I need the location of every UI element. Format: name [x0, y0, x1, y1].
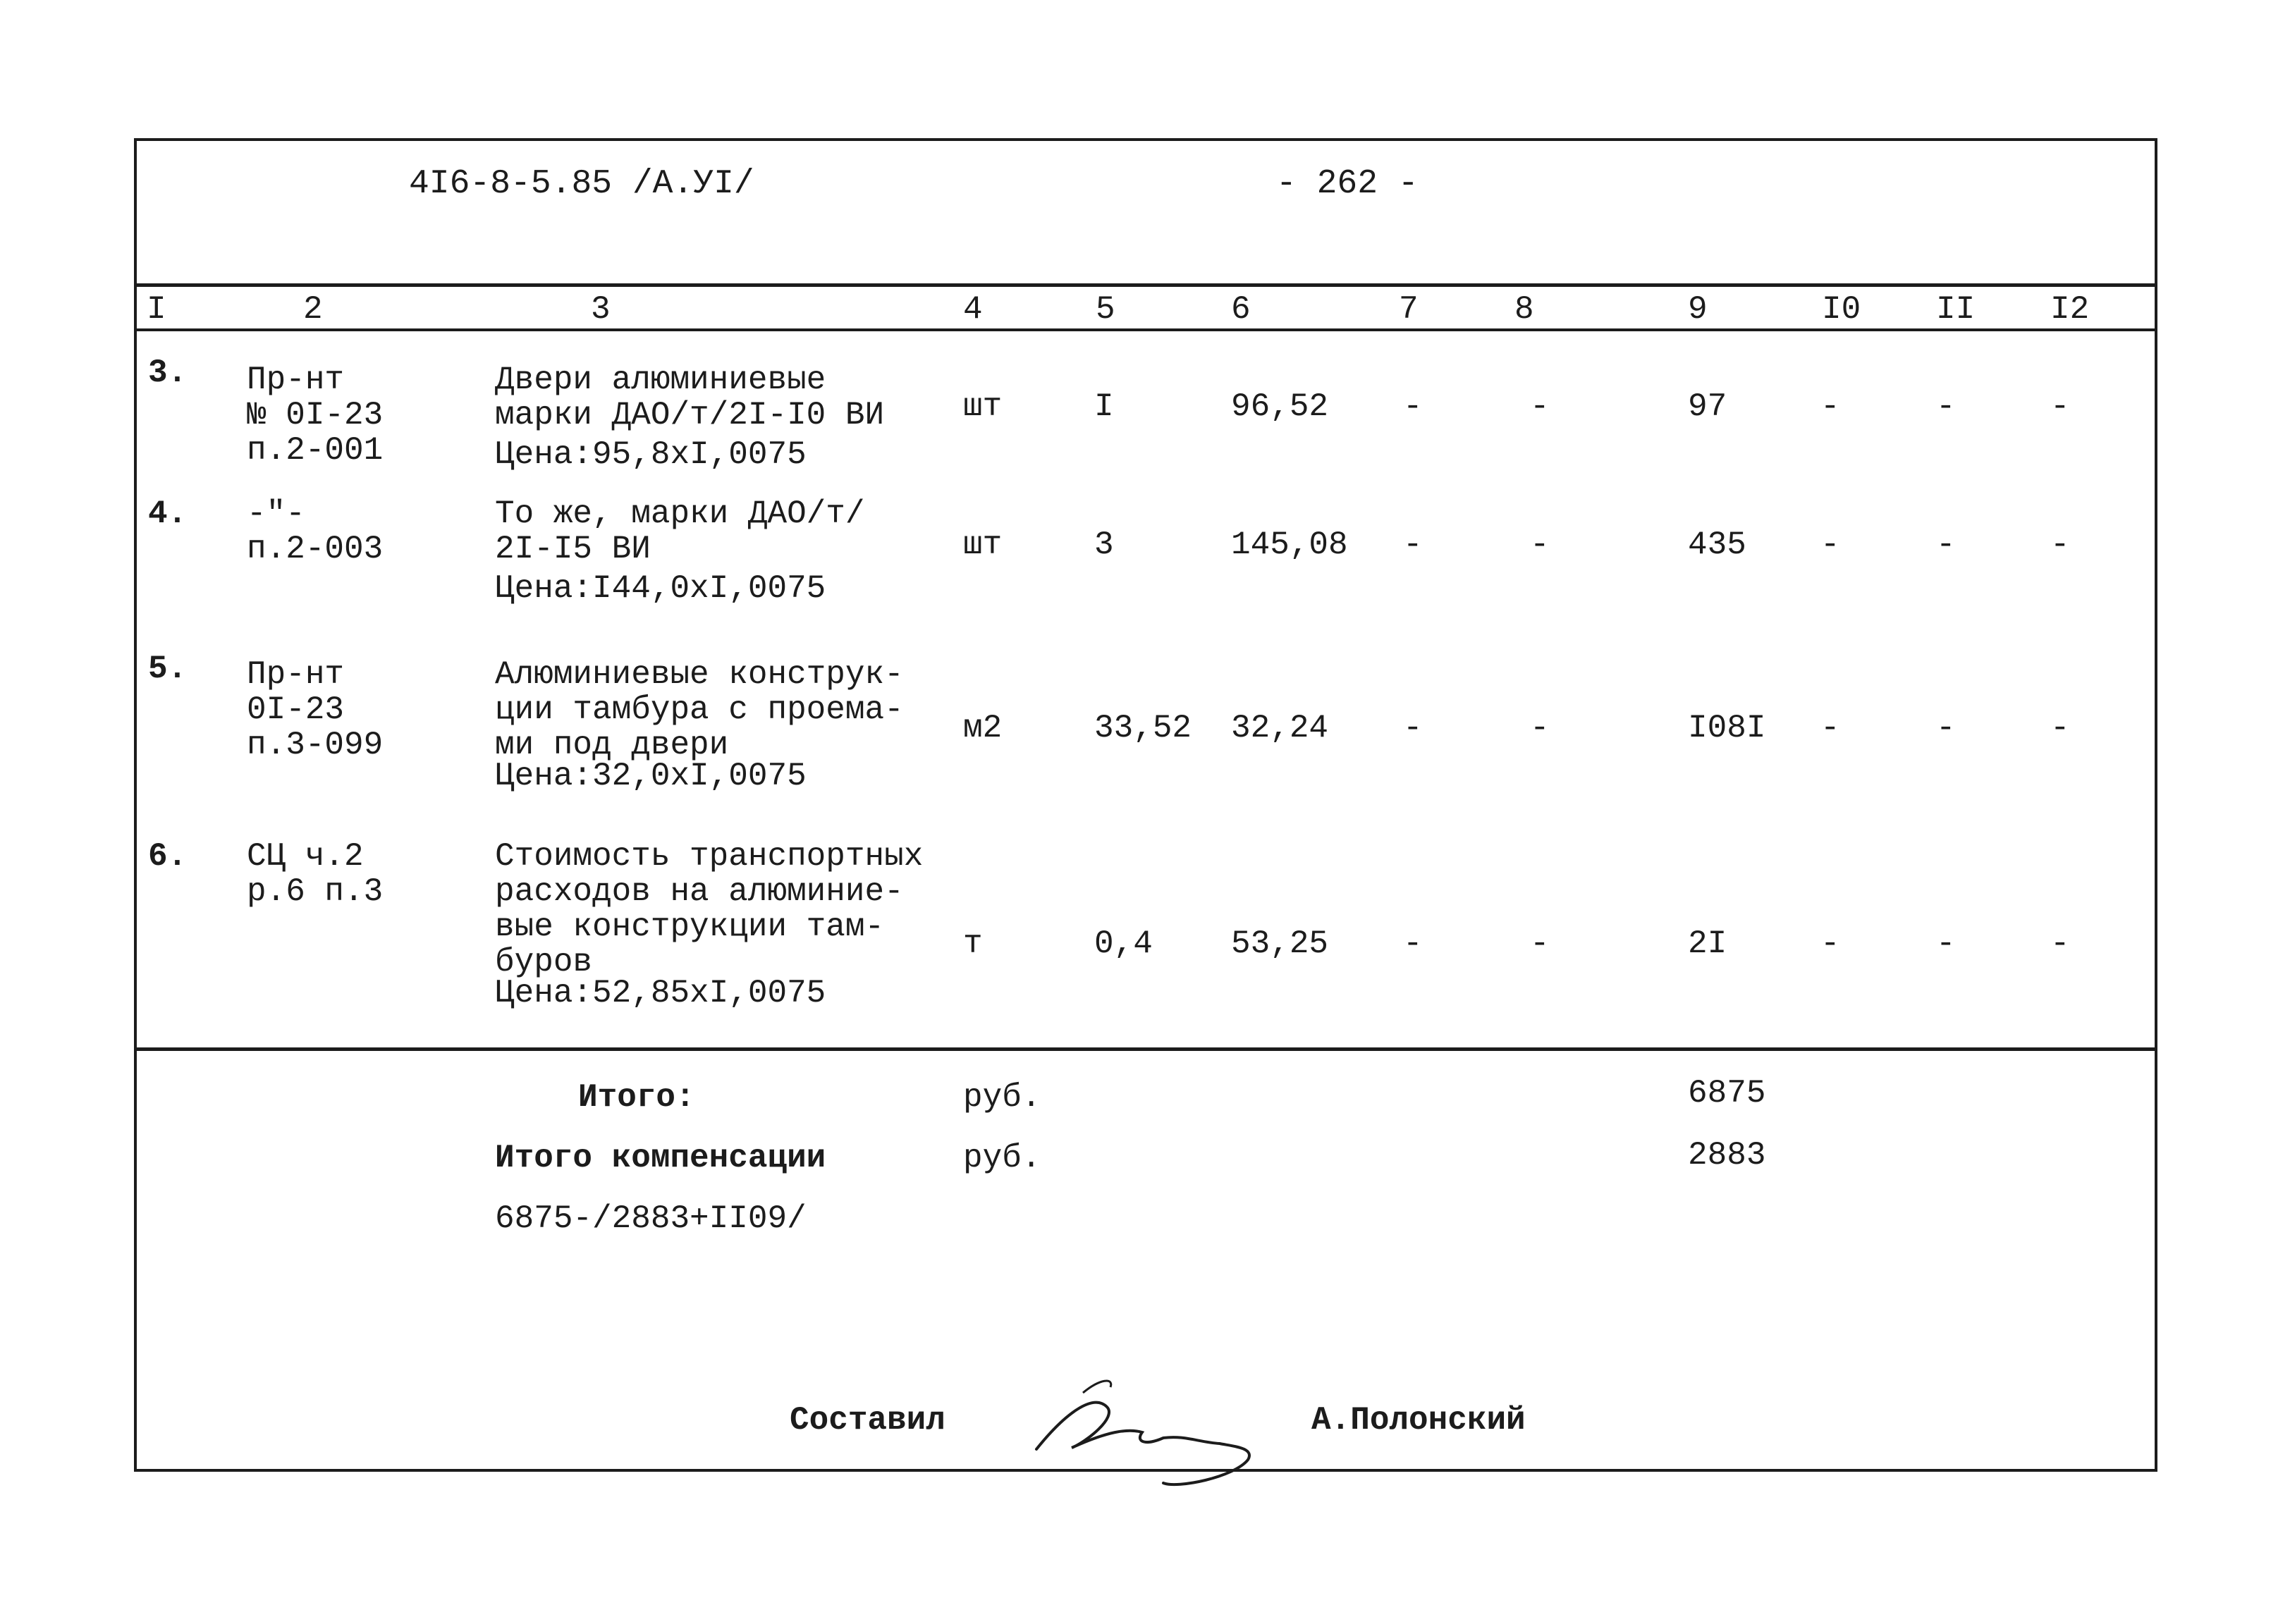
total-label: Итого: [578, 1079, 695, 1116]
row-price-note: Цена:32,0хI,0075 [495, 758, 807, 794]
row-col11: - [1936, 925, 1956, 962]
row-reference: -"- п.2-003 [247, 496, 384, 567]
row-col8: - [1530, 527, 1550, 563]
row-unit: м2 [963, 710, 1003, 746]
compensation-value: 2883 [1688, 1137, 1766, 1174]
row-price-note: Цена:52,85хI,0075 [495, 975, 826, 1011]
row-col7: - [1403, 527, 1423, 563]
row-col7: - [1403, 388, 1423, 425]
column-header: 8 [1514, 291, 1534, 328]
page-number: - 262 - [1276, 165, 1419, 203]
column-header: I0 [1822, 291, 1861, 328]
row-col8: - [1530, 925, 1550, 962]
column-header: II [1936, 291, 1976, 328]
row-col7: - [1403, 710, 1423, 746]
row-col12: - [2050, 527, 2070, 563]
row-col10: - [1820, 710, 1840, 746]
row-description: То же, марки ДАО/т/ 2I-I5 ВИ [495, 496, 865, 567]
column-header: I [147, 291, 166, 328]
row-col10: - [1820, 527, 1840, 563]
total-value: 6875 [1688, 1075, 1766, 1112]
compiled-by-label: Составил [790, 1402, 945, 1439]
compensation-unit: руб. [963, 1140, 1041, 1176]
row-description: Алюминиевые конструк- ции тамбура с проема- ми под двери [495, 656, 904, 763]
row-col11: - [1936, 710, 1956, 746]
row-number: 5. [148, 651, 188, 687]
row-col8: - [1530, 388, 1550, 425]
column-header: 5 [1096, 291, 1115, 328]
total-formula: 6875-/2883+II09/ [495, 1200, 807, 1237]
row-number: 6. [148, 838, 188, 875]
frame-left-border [134, 138, 137, 1472]
row-total: 435 [1688, 527, 1746, 563]
document-code: 4I6-8-5.85 /А.УI/ [409, 165, 754, 203]
column-header: 6 [1231, 291, 1251, 328]
row-unit: шт [963, 388, 1003, 425]
row-quantity: 3 [1094, 527, 1114, 563]
row-col10: - [1820, 388, 1840, 425]
row-unit: шт [963, 527, 1003, 563]
row-col11: - [1936, 527, 1956, 563]
column-header: 7 [1399, 291, 1419, 328]
compiler-name: А.Полонский [1311, 1402, 1526, 1439]
row-col12: - [2050, 710, 2070, 746]
column-header: 2 [303, 291, 323, 328]
row-col11: - [1936, 388, 1956, 425]
row-reference: Пр-нт 0I-23 п.3-099 [247, 656, 384, 763]
row-quantity: 33,52 [1094, 710, 1192, 746]
row-description: Двери алюминиевые марки ДАО/т/2I-I0 ВИ [495, 362, 885, 433]
table-bottom-rule [134, 1047, 2157, 1051]
row-total: I08I [1688, 710, 1766, 746]
column-header: 3 [591, 291, 611, 328]
compensation-label: Итого компенсации [495, 1140, 826, 1176]
row-col8: - [1530, 710, 1550, 746]
row-col12: - [2050, 388, 2070, 425]
row-unit-price: 32,24 [1231, 710, 1329, 746]
column-header: I2 [2050, 291, 2090, 328]
row-quantity: 0,4 [1094, 925, 1153, 962]
row-unit-price: 96,52 [1231, 388, 1329, 425]
row-reference: СЦ ч.2 р.6 п.3 [247, 838, 384, 910]
row-col12: - [2050, 925, 2070, 962]
column-header: 9 [1688, 291, 1708, 328]
row-col10: - [1820, 925, 1840, 962]
column-header-rule [134, 328, 2157, 331]
table-top-rule [134, 283, 2157, 287]
total-unit: руб. [963, 1079, 1041, 1116]
row-total: 97 [1688, 388, 1727, 425]
row-unit: т [963, 925, 983, 962]
row-number: 4. [148, 496, 188, 532]
column-header: 4 [963, 291, 983, 328]
row-unit-price: 145,08 [1231, 527, 1348, 563]
row-unit-price: 53,25 [1231, 925, 1329, 962]
frame-right-border [2155, 138, 2157, 1472]
signature-scribble [1022, 1365, 1283, 1491]
row-quantity: I [1094, 388, 1114, 425]
frame-top-border [134, 138, 2157, 141]
row-col7: - [1403, 925, 1423, 962]
row-price-note: Цена:95,8хI,0075 [495, 436, 807, 473]
document-sheet [134, 138, 2157, 1472]
row-total: 2I [1688, 925, 1727, 962]
row-number: 3. [148, 355, 188, 391]
row-price-note: Цена:I44,0хI,0075 [495, 570, 826, 607]
row-reference: Пр-нт № 0I-23 п.2-001 [247, 362, 384, 469]
row-description: Стоимость транспортных расходов на алюминие- вые конструкции там- буров [495, 838, 924, 980]
